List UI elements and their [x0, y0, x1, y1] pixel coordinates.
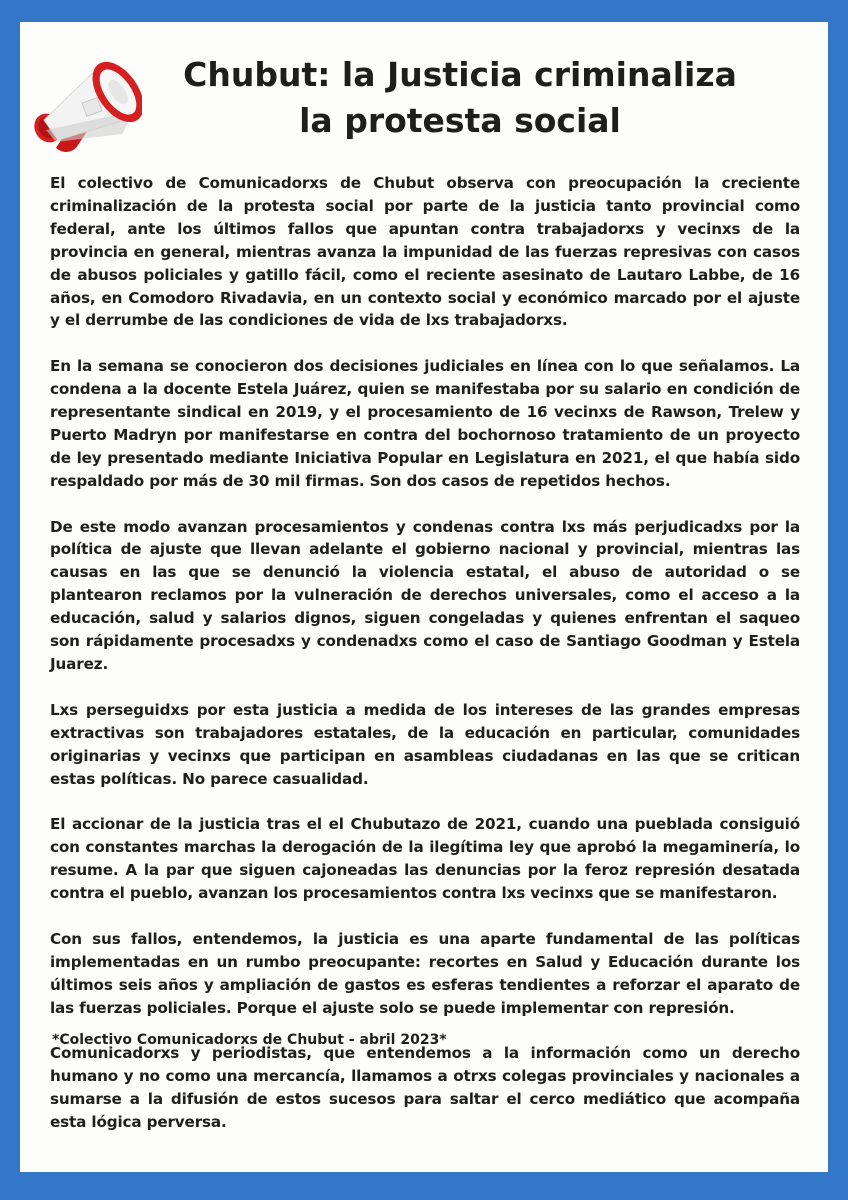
document-page — [20, 22, 828, 1172]
page-title — [140, 52, 780, 144]
paragraph-3: De este modo avanzan procesamientos y condenas contra lxs más perjudicadxs por la política de ajuste que llevan adelante el gobierno nacional y provincial, mientras las causas en las que se denunció la violencia estatal, el abuso de autoridad o se plantearon reclamos por la vulneración de derechos universales, como el acceso a la educación, salud y salarios dignos, siguen congeladas y quienes enfrentan el saqueo son rápidamente procesadxs y condenadxs como el caso de Santiago Goodman y Estela Juarez. — [50, 517, 800, 673]
article-body — [50, 172, 800, 1157]
paragraph-1: El colectivo de Comunicadorxs de Chubut observa con preocupación la creciente criminalización de la protesta social por parte de la justicia tanto provincial como federal, ante los últimos fallos que apuntan contra trabajadorxs y vecinxs de la provincia en general, mientras avanza la impunidad de las fuerzas represivas con casos de abusos policiales y gatillo fácil, como el reciente asesinato de Lautaro Labbe, de 16 años, en Comodoro Rivadavia, en un contexto social y económico marcado por el ajuste y el derrumbe de las condiciones de vida de lxs trabajadorxs. — [50, 174, 800, 330]
paragraph-5: El accionar de la justicia tras el el Chubutazo de 2021, cuando una pueblada consiguió con constantes marchas la derogación de la ilegítima ley que aprobó la megaminería, lo resume. A la par que siguen cajoneadas las denuncias por la feroz represión desatada contra el pueblo, avanzan los procesamientos contra lxs vecinxs que se manifestaron. — [50, 815, 800, 903]
title-line-1: Chubut: la Justicia criminaliza — [183, 55, 737, 94]
paragraph-7: Comunicadorxs y periodistas, que entendemos a la información como un derecho humano y no como una mercancía, llamamos a otrxs colegas provinciales y nacionales a sumarse a la difusión de estos sucesos para saltar el cerco mediático que acompaña esta lógica perversa. — [50, 1044, 800, 1132]
megaphone-icon — [26, 40, 142, 158]
paragraph-6: Con sus fallos, entendemos, la justicia es una aparte fundamental de las políticas implementadas en un rumbo preocupante: recortes en Salud y Educación durante los últimos seis años y ampliación de gastos es esferas tendientes a reforzar el aparato de las fuerzas policiales. Porque el ajuste solo se puede implementar con represión. — [50, 929, 800, 1017]
signature: *Colectivo Comunicadorxs de Chubut - abril 2023* — [52, 1032, 447, 1048]
title-line-2: la protesta social — [299, 101, 621, 140]
paragraph-4: Lxs perseguidxs por esta justicia a medida de los intereses de las grandes empresas extractivas son trabajadores estatales, de la educación en particular, comunidades originarias y vecinxs que participan en asambleas ciudadanas en las que se critican estas políticas. No parece casualidad. — [50, 700, 800, 788]
paragraph-2: En la semana se conocieron dos decisiones judiciales en línea con lo que señalamos. La condena a la docente Estela Juárez, quien se manifestaba por su salario en condición de representante sindical en 2019, y el procesamiento de 16 vecinxs de Rawson, Trelew y Puerto Madryn por manifestarse en contra del bochornoso tratamiento de un proyecto de ley presentado mediante Iniciativa Popular en Legislatura en 2021, el que había sido respaldado por más de 30 mil firmas. Son dos casos de repetidos hechos. — [50, 357, 800, 490]
